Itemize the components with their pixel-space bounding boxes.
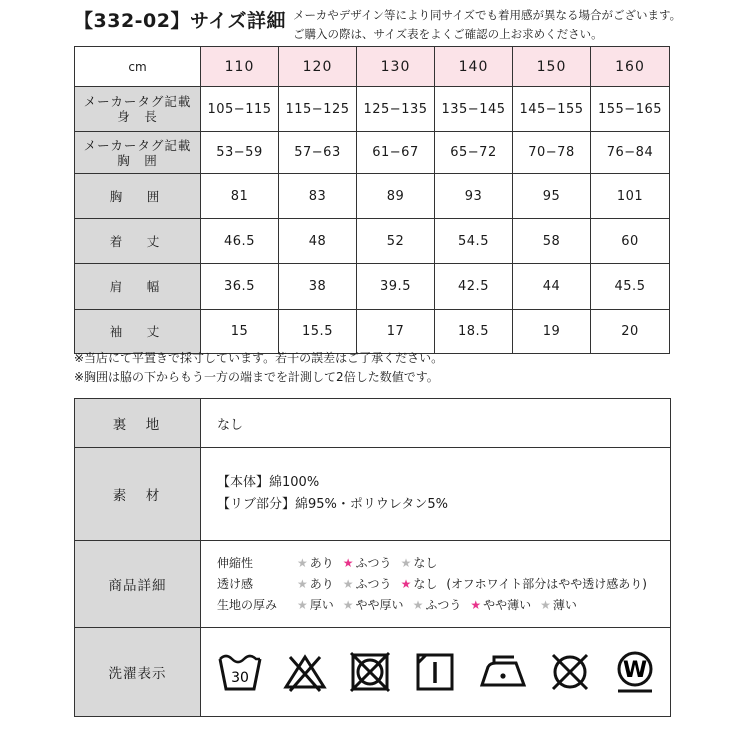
detail-option-text: やや薄い <box>483 597 532 612</box>
size-value: 42.5 <box>435 264 513 310</box>
detail-extra-note: (オフホワイト部分はやや透け感あり) <box>446 576 647 591</box>
row-label-line: 胸 囲 <box>117 152 158 168</box>
wet-clean-letter: W <box>622 658 648 683</box>
star-icon: ★ <box>297 576 308 591</box>
row-label-line: メーカータグ記載 <box>83 137 192 153</box>
size-value: 145−155 <box>513 87 591 132</box>
star-icon: ★ <box>540 597 551 612</box>
sizing-notice <box>293 6 733 44</box>
iron-low-icon <box>478 649 528 695</box>
size-value: 125−135 <box>357 87 435 132</box>
detail-line <box>217 574 670 595</box>
detail-option <box>401 556 438 570</box>
row-label-line: 身 長 <box>117 109 158 124</box>
detail-option <box>413 598 462 612</box>
size-header: 140 <box>435 47 513 87</box>
size-value: 89 <box>357 174 435 219</box>
wash-30-icon <box>217 649 263 695</box>
size-row <box>75 87 670 132</box>
size-value: 17 <box>357 310 435 354</box>
size-row <box>75 264 670 310</box>
detail-option-text: なし <box>413 555 438 570</box>
material-row <box>75 448 671 541</box>
size-value: 38 <box>279 264 357 310</box>
detail-option-text: 厚い <box>309 597 334 612</box>
no-dry-clean-icon <box>547 649 593 695</box>
detail-option <box>297 577 334 591</box>
star-icon: ★ <box>297 555 308 570</box>
row-label-line: 着 丈 <box>109 233 166 249</box>
size-value: 93 <box>435 174 513 219</box>
size-value: 65−72 <box>435 132 513 174</box>
size-value: 135−145 <box>435 87 513 132</box>
row-label <box>75 219 201 264</box>
row-label-line: 袖 丈 <box>109 324 166 339</box>
detail-option <box>540 598 577 612</box>
detail-option <box>297 598 334 612</box>
care-symbols <box>201 628 671 717</box>
size-value: 105−115 <box>201 87 279 132</box>
size-value: 52 <box>357 219 435 264</box>
detail-label: 生地の厚み <box>217 597 278 612</box>
size-row <box>75 219 670 264</box>
row-label-line: メーカータグ記載 <box>83 94 192 109</box>
size-value: 53−59 <box>201 132 279 174</box>
size-table <box>74 46 670 354</box>
size-value: 76−84 <box>591 132 670 174</box>
size-value: 20 <box>591 310 670 354</box>
detail-option-text: あり <box>309 555 334 570</box>
details-value <box>201 541 671 628</box>
row-label <box>75 87 201 132</box>
material-line: 【本体】綿100% <box>217 475 320 490</box>
star-selected-icon: ★ <box>342 555 354 570</box>
lining-row <box>75 399 671 448</box>
star-selected-icon: ★ <box>400 576 412 591</box>
size-value: 101 <box>591 174 670 219</box>
size-value: 155−165 <box>591 87 670 132</box>
detail-option-text: あり <box>309 576 334 591</box>
detail-label: 透け感 <box>217 576 254 591</box>
size-value: 54.5 <box>435 219 513 264</box>
size-value: 48 <box>279 219 357 264</box>
size-value: 19 <box>513 310 591 354</box>
size-header: 150 <box>513 47 591 87</box>
size-row <box>75 132 670 174</box>
footnote: ※胸囲は脇の下からもう一方の端までを計測して2倍した数値です。 <box>74 370 439 384</box>
size-header: 120 <box>279 47 357 87</box>
size-row <box>75 310 670 354</box>
detail-option-text: やや厚い <box>355 597 404 612</box>
size-value: 61−67 <box>357 132 435 174</box>
size-value: 44 <box>513 264 591 310</box>
notice-line: ご購入の際は、サイズ表をよくご確認の上お求めください。 <box>293 27 603 41</box>
detail-option <box>297 556 334 570</box>
star-icon: ★ <box>342 597 354 612</box>
size-header-row <box>75 47 670 87</box>
wash-temp-label: 30 <box>231 670 249 686</box>
unit-label: cm <box>75 47 201 87</box>
size-value: 57−63 <box>279 132 357 174</box>
row-label-line: 肩 幅 <box>109 279 166 294</box>
detail-option-text: ふつう <box>425 597 462 612</box>
size-value: 36.5 <box>201 264 279 310</box>
no-tumble-dry-icon <box>347 649 393 695</box>
star-icon: ★ <box>297 597 308 612</box>
material-line: 【リブ部分】綿95%・ポリウレタン5% <box>217 497 448 512</box>
size-header: 130 <box>357 47 435 87</box>
detail-option-text: なし <box>413 576 438 591</box>
row-label <box>75 132 201 174</box>
detail-option <box>343 598 404 612</box>
lining-label: 裏 地 <box>75 399 201 448</box>
wet-clean-icon <box>612 649 658 695</box>
detail-line <box>217 595 670 616</box>
detail-option <box>470 598 531 612</box>
lining-value: なし <box>201 399 671 448</box>
line-dry-icon <box>412 649 458 695</box>
care-row <box>75 628 671 717</box>
size-value: 46.5 <box>201 219 279 264</box>
size-value: 81 <box>201 174 279 219</box>
size-header: 110 <box>201 47 279 87</box>
material-value <box>201 448 671 541</box>
detail-option <box>343 577 392 591</box>
star-icon: ★ <box>342 576 354 591</box>
row-label <box>75 310 201 354</box>
detail-line <box>217 553 670 574</box>
detail-label: 伸縮性 <box>217 555 254 570</box>
measurement-notes <box>74 349 443 387</box>
row-label-line: 胸 囲 <box>109 188 166 204</box>
detail-option-text: ふつう <box>355 555 392 570</box>
footnote: ※当店にて平置きで採寸しています。若干の誤差はご了承ください。 <box>74 351 444 365</box>
detail-option-text: 薄い <box>552 597 577 612</box>
detail-option <box>343 556 392 570</box>
star-icon: ★ <box>412 597 424 612</box>
care-label: 洗濯表示 <box>75 628 201 717</box>
size-value: 83 <box>279 174 357 219</box>
size-value: 15 <box>201 310 279 354</box>
product-info-table <box>74 398 671 717</box>
detail-option <box>401 577 438 591</box>
size-value: 15.5 <box>279 310 357 354</box>
notice-line: メーカやデザイン等により同サイズでも着用感が異なる場合がございます。 <box>293 8 682 22</box>
material-label: 素 材 <box>75 448 201 541</box>
size-row <box>75 174 670 219</box>
size-value: 58 <box>513 219 591 264</box>
size-value: 60 <box>591 219 670 264</box>
detail-option-text: ふつう <box>355 576 392 591</box>
size-value: 39.5 <box>357 264 435 310</box>
details-label: 商品詳細 <box>75 541 201 628</box>
size-header: 160 <box>591 47 670 87</box>
star-selected-icon: ★ <box>470 597 482 612</box>
no-bleach-icon <box>282 649 328 695</box>
size-value: 18.5 <box>435 310 513 354</box>
row-label <box>75 264 201 310</box>
size-value: 115−125 <box>279 87 357 132</box>
details-row <box>75 541 671 628</box>
row-label <box>75 174 201 219</box>
size-value: 70−78 <box>513 132 591 174</box>
size-value: 45.5 <box>591 264 670 310</box>
page-title: 【332-02】サイズ詳細 <box>74 10 286 32</box>
size-value: 95 <box>513 174 591 219</box>
star-icon: ★ <box>400 555 412 570</box>
